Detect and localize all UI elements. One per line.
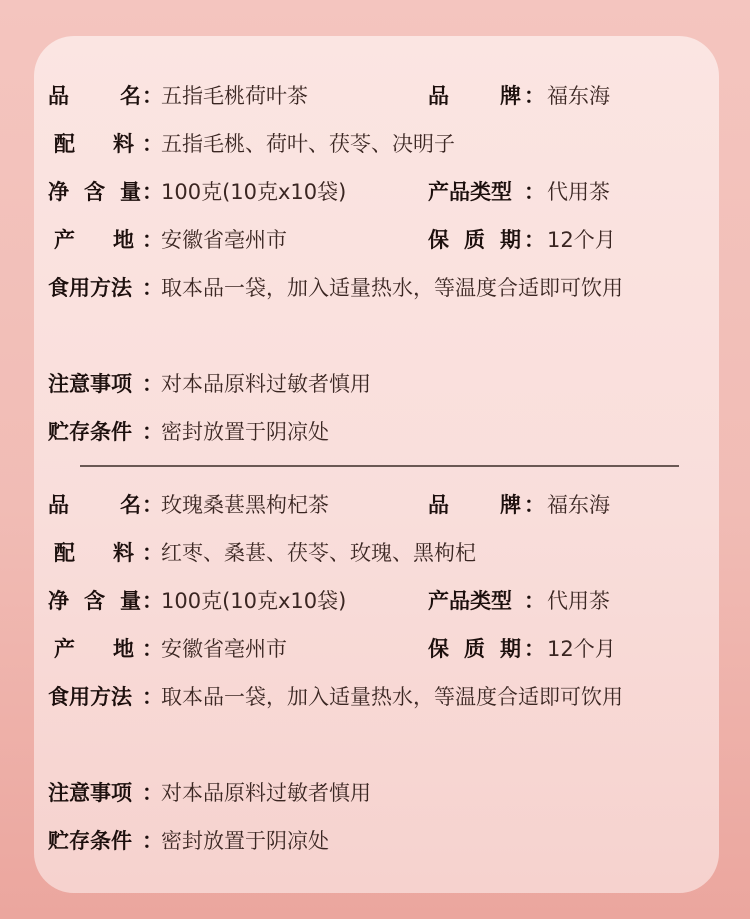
shelf-value: 12个月	[547, 228, 616, 252]
method-value: 取本品一袋，加入适量热水，等温度合适即可饮用	[161, 276, 623, 300]
type-value: 代用茶	[547, 180, 610, 204]
notice-label: 注意事项	[48, 372, 132, 396]
origin-label: 产 地	[54, 637, 134, 661]
brand-value: 福东海	[547, 493, 610, 517]
storage-label: 贮存条件	[48, 829, 132, 853]
storage-value: 密封放置于阴凉处	[161, 829, 329, 853]
notice-value: 对本品原料过敏者慎用	[161, 372, 371, 396]
ingredients-value: 五指毛桃、荷叶、茯苓、决明子	[161, 132, 455, 156]
method-value: 取本品一袋，加入适量热水，等温度合适即可饮用	[161, 685, 623, 709]
method-label: 食用方法	[48, 276, 132, 300]
notice-value: 对本品原料过敏者慎用	[161, 781, 371, 805]
name-label: 品 名	[48, 493, 141, 517]
shelf-label: 保 质 期	[428, 637, 521, 661]
method-label: 食用方法	[48, 685, 132, 709]
name-value: 五指毛桃荷叶茶	[161, 84, 308, 108]
type-value: 代用茶	[547, 589, 610, 613]
brand-value: 福东海	[547, 84, 610, 108]
net-value: 100克(10克x10袋)	[161, 180, 347, 204]
origin-value: 安徽省亳州市	[161, 637, 287, 661]
origin-label: 产 地	[54, 228, 134, 252]
section-divider	[80, 465, 679, 467]
net-value: 100克(10克x10袋)	[161, 589, 347, 613]
net-label: 净 含 量	[48, 180, 141, 204]
shelf-value: 12个月	[547, 637, 616, 661]
name-label: 品 名	[48, 84, 141, 108]
type-label: 产品类型	[428, 180, 512, 204]
storage-label: 贮存条件	[48, 420, 132, 444]
shelf-label: 保 质 期	[428, 228, 521, 252]
brand-label: 品 牌	[428, 493, 521, 517]
storage-value: 密封放置于阴凉处	[161, 420, 329, 444]
notice-label: 注意事项	[48, 781, 132, 805]
ingredients-label: 配 料	[54, 132, 134, 156]
ingredients-label: 配 料	[54, 541, 134, 565]
brand-label: 品 牌	[428, 84, 521, 108]
type-label: 产品类型	[428, 589, 512, 613]
name-value: 玫瑰桑葚黑枸杞茶	[161, 493, 329, 517]
net-label: 净 含 量	[48, 589, 141, 613]
origin-value: 安徽省亳州市	[161, 228, 287, 252]
ingredients-value: 红枣、桑葚、茯苓、玫瑰、黑枸杞	[161, 541, 476, 565]
